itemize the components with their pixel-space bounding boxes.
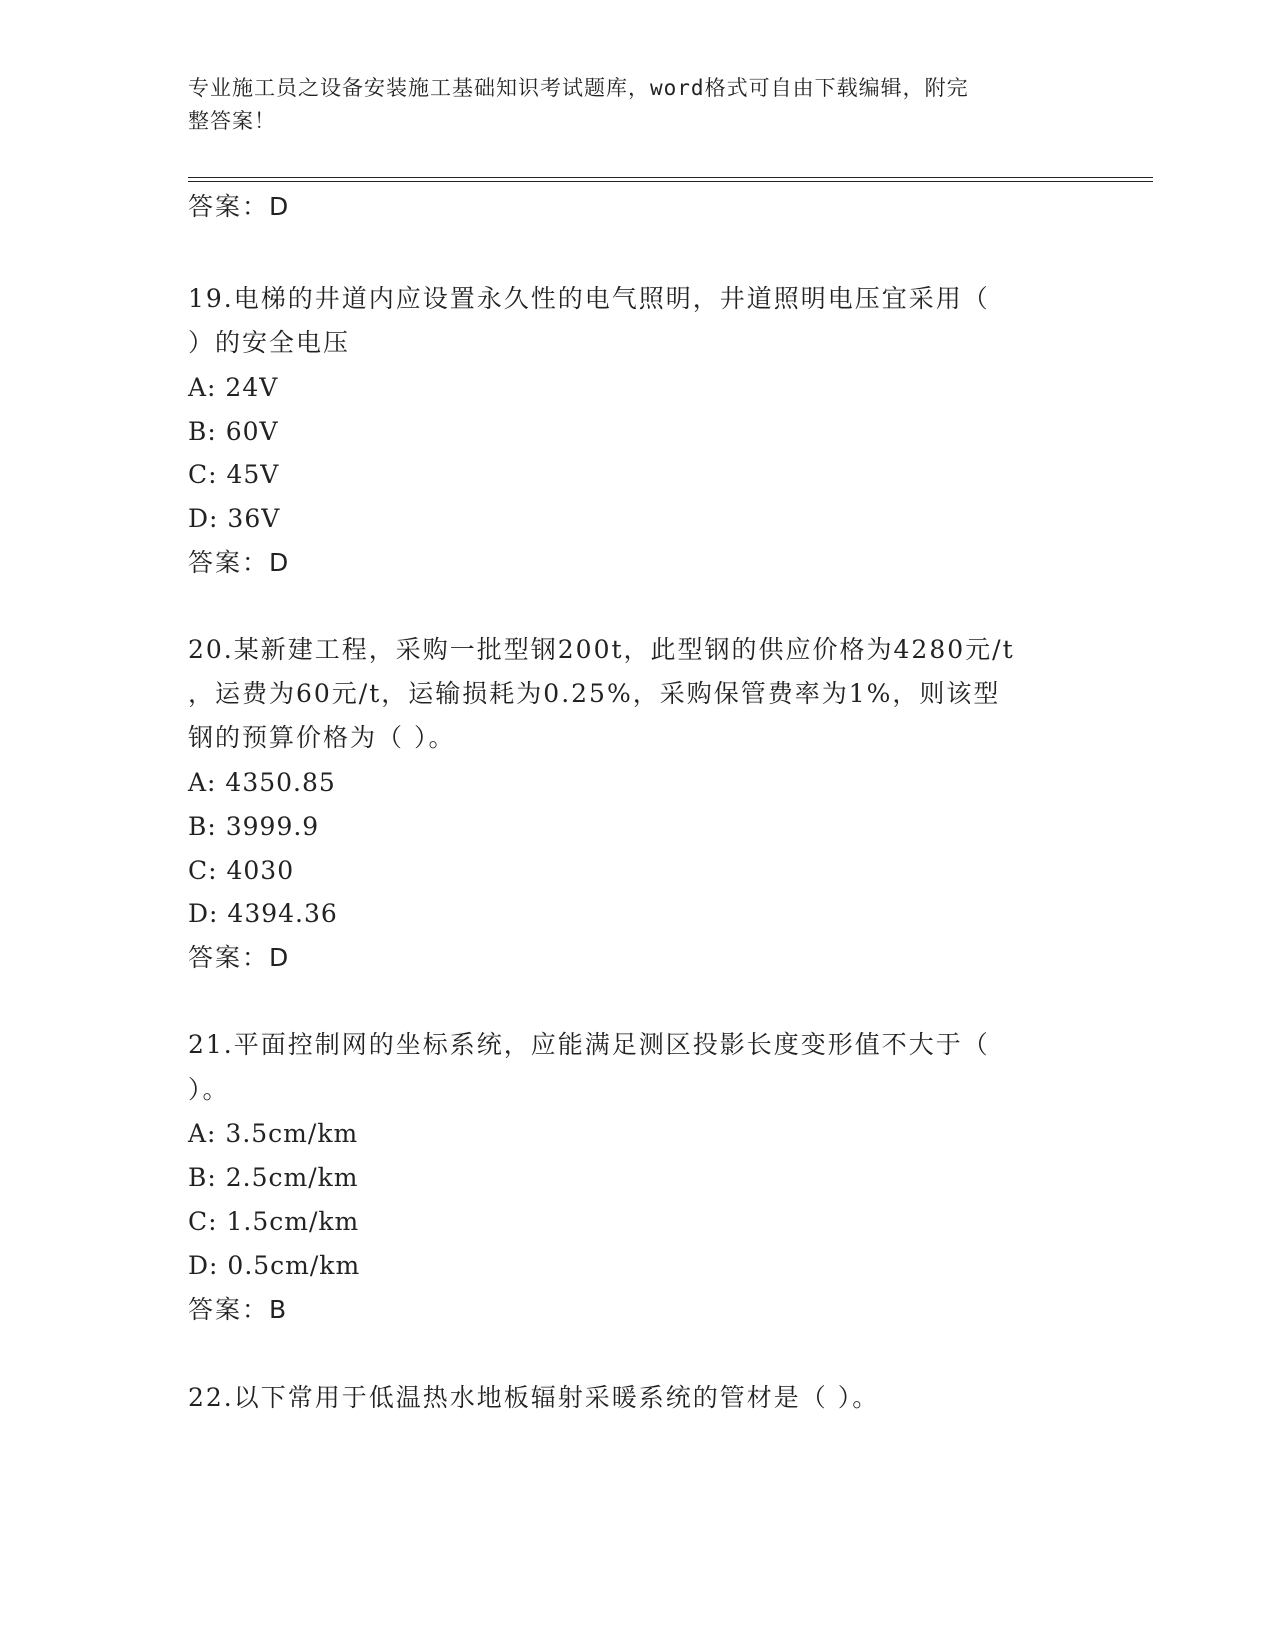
header-divider-bottom <box>188 181 1153 182</box>
question-20-option-a: A: 4350.85 <box>188 768 336 797</box>
answer-18: 答案：D <box>188 192 291 221</box>
question-19-stem-line-1: 19.电梯的井道内应设置永久性的电气照明，井道照明电压宜采用（ <box>188 284 990 313</box>
answer-21: 答案：B <box>188 1295 289 1324</box>
question-21-stem-line-2: ）。 <box>188 1075 230 1104</box>
question-19-option-d: D: 36V <box>188 504 281 533</box>
question-21-option-b: B: 2.5cm/km <box>188 1163 359 1192</box>
question-20-stem-line-1: 20.某新建工程，采购一批型钢200t，此型钢的供应价格为4280元/t <box>188 635 1015 664</box>
header-line-1: 专业施工员之设备安装施工基础知识考试题库，word格式可自由下载编辑，附完 <box>188 76 969 100</box>
question-21-option-c: C: 1.5cm/km <box>188 1207 360 1236</box>
question-22-stem-line-1: 22.以下常用于低温热水地板辐射采暖系统的管材是（ ）。 <box>188 1383 880 1412</box>
question-20-stem-line-2: ，运费为60元/t，运输损耗为0.25%，采购保管费率为1%，则该型 <box>188 679 1001 708</box>
question-19-option-a: A: 24V <box>188 373 279 402</box>
question-19-option-b: B: 60V <box>188 417 279 446</box>
question-19-stem-line-2: ）的安全电压 <box>188 328 351 357</box>
question-20-option-c: C: 4030 <box>188 856 295 885</box>
question-21-option-a: A: 3.5cm/km <box>188 1119 359 1148</box>
question-20-option-b: B: 3999.9 <box>188 812 320 841</box>
question-21-option-d: D: 0.5cm/km <box>188 1251 361 1280</box>
document-header <box>188 72 1068 138</box>
answer-19: 答案：D <box>188 548 291 577</box>
answer-20: 答案：D <box>188 943 291 972</box>
question-20-option-d: D: 4394.36 <box>188 899 338 928</box>
question-19-option-c: C: 45V <box>188 460 280 489</box>
question-21-stem-line-1: 21.平面控制网的坐标系统，应能满足测区投影长度变形值不大于（ <box>188 1030 990 1059</box>
question-20-stem-line-3: 钢的预算价格为（ ）。 <box>188 723 456 752</box>
header-line-2: 整答案！ <box>188 109 276 133</box>
header-divider-top <box>188 177 1153 178</box>
